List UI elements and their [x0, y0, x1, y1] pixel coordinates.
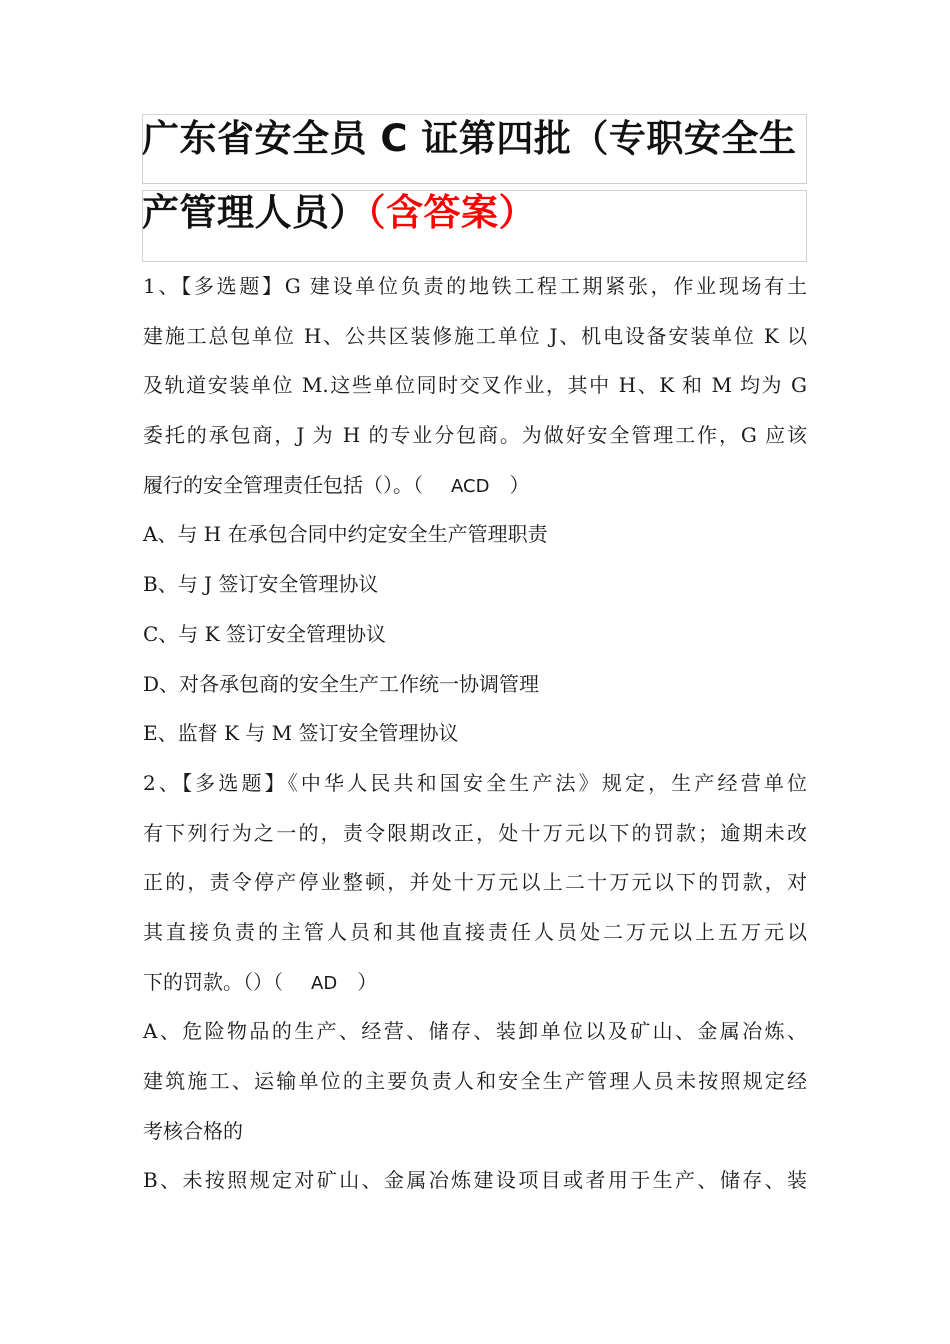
question-1-option-a: A、与 H 在承包合同中约定安全生产管理职责: [143, 522, 548, 547]
title-answer-note: （含答案）: [367, 191, 536, 234]
question-1-option-b: B、与 J 签订安全管理协议: [143, 572, 379, 597]
document-body: [143, 262, 807, 1206]
document-title-line-1: 广东省安全员 C 证第四批（专职安全生: [142, 117, 797, 160]
question-2-last-line: [143, 958, 807, 1008]
question-2-option-b-line: B、未按照规定对矿山、金属冶炼建设项目或者用于生产、储存、装: [143, 1168, 807, 1193]
question-1-line: 1、【多选题】G 建设单位负责的地铁工程工期紧张，作业现场有土: [143, 274, 807, 298]
document-title-line-2: [142, 182, 536, 236]
question-1-last-line: [143, 461, 807, 511]
question-1-line: 建施工总包单位 H、公共区装修施工单位 J、机电设备安装单位 K 以: [143, 323, 807, 348]
question-2-answer: AD: [311, 972, 338, 994]
title-main-part: 产管理人员）: [142, 191, 367, 234]
question-2-paren-close: ）: [357, 969, 378, 994]
title-block: [142, 92, 807, 262]
question-1-option-e: E、监督 K 与 M 签订安全管理协议: [143, 721, 459, 746]
question-2-option-a-line: 建筑施工、运输单位的主要负责人和安全生产管理人员未按照规定经: [143, 1069, 807, 1093]
question-1-option-c: C、与 K 签订安全管理协议: [143, 621, 386, 646]
question-2-line: 其直接负责的主管人员和其他直接责任人员处二万元以上五万元以: [143, 919, 807, 944]
question-1-line: 及轨道安装单位 M.这些单位同时交叉作业，其中 H、K 和 M 均为 G: [143, 373, 807, 398]
question-2-line: 2、【多选题】《中华人民共和国安全生产法》规定，生产经营单位: [143, 770, 807, 795]
question-1-stem-end: 履行的安全管理责任包括（）。（: [143, 472, 423, 497]
question-2-stem-end: 下的罚款。（）（: [143, 969, 283, 994]
question-2-option-a-line: 考核合格的: [143, 1118, 243, 1143]
question-2-option-a-line: A、危险物品的生产、经营、储存、装卸单位以及矿山、金属冶炼、: [143, 1019, 807, 1044]
question-1-paren-close: ）: [509, 472, 530, 497]
question-2-line: 有下列行为之一的，责令限期改正，处十万元以下的罚款；逾期未改: [143, 820, 807, 845]
question-1-option-d: D、对各承包商的安全生产工作统一协调管理: [143, 671, 540, 696]
question-1-answer: ACD: [451, 475, 490, 497]
question-2-line: 正的，责令停产停业整顿，并处十万元以上二十万元以下的罚款，对: [143, 870, 807, 895]
question-1-line: 委托的承包商，J 为 H 的专业分包商。为做好安全管理工作，G 应该: [143, 423, 807, 448]
